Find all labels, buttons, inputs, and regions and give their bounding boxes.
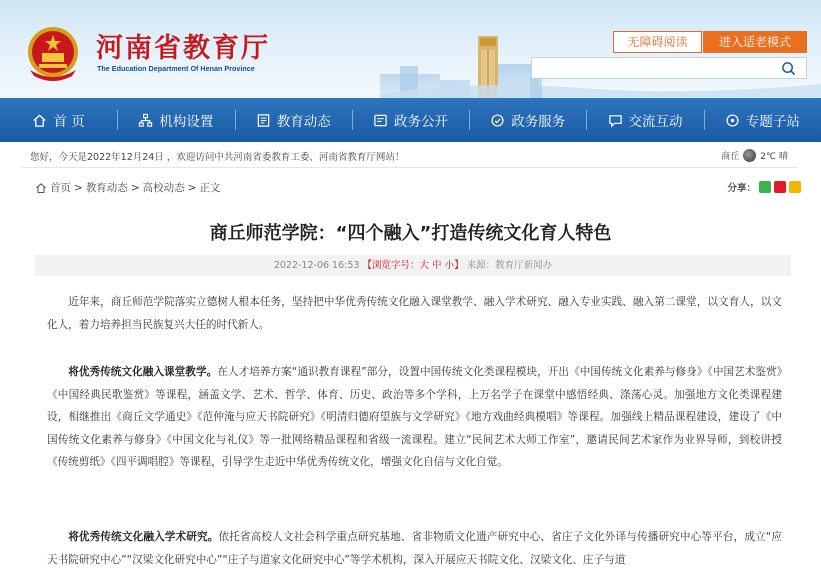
breadcrumb-current: 正文 <box>199 182 221 194</box>
national-emblem-logo <box>22 24 84 82</box>
nav-item-home[interactable] <box>0 98 117 142</box>
service-icon <box>490 113 505 128</box>
font-size-small-link[interactable]: 小 <box>444 260 455 271</box>
weather-widget <box>721 149 788 162</box>
weather-icon <box>743 149 756 162</box>
home-icon <box>35 182 47 194</box>
compass-icon <box>725 113 740 128</box>
breadcrumb-university-news[interactable]: 高校动态 <box>142 182 185 194</box>
site-subtitle: The Education Department Of Henan Province <box>97 64 255 73</box>
site-title: 河南省教育厅 <box>96 33 270 64</box>
weather-value: 2℃ 晴 <box>760 152 788 162</box>
nav-label: 政务公开 <box>393 114 448 130</box>
document-icon <box>373 113 388 128</box>
org-chart-icon <box>138 113 153 128</box>
nav-item-special-topics[interactable] <box>704 98 821 142</box>
paragraph-text: 依托省高校人文社会科学重点研究基地、省非物质文化遗产研究中心、省庄子文化外译与传播研究中心等平台，成立“应天书院研究中心”“汉梁文化研究中心”“庄子与道家文化研究中心”等学术机构，深入开展应天书院文化、汉梁文化、庄子与道 <box>47 531 783 566</box>
font-size-suffix: 】 <box>454 260 464 271</box>
weather-city: 商丘 <box>721 152 740 162</box>
news-icon <box>256 113 271 128</box>
paragraph-text: 在人才培养方案“通识教育课程”部分，设置中国传统文化类课程模块，开出《中国传统文化素养与修身》《中国艺术鉴赏》《中国经典民歌鉴赏》等课程，涵盖文学、艺术、哲学、体育、历史、政治等多个学科，上万名学子在课堂中感悟经典、涤荡心灵。加强地方文化类课程建设，相继推出《商丘文学通史》《范仲淹与应天书院研究》《明清归德府望族与文学研究》《地方戏曲经典模唱》等课程。加强线上精品课程建设，建设了《中国传统文化素养与修身》《中国文化与礼仪》等一批网络精品课程和省级一流课程。建立“民间艺术大师工作室”，邀请民间艺术家作为业界导师，到校讲授《传统剪纸》《四平调唱腔》等课程，引导学生走近中华优秀传统文化，增强文化自信与文化自觉。 <box>47 366 783 468</box>
share-bar <box>727 180 801 194</box>
paragraph-lead: 将优秀传统文化融入学术研究。 <box>68 531 219 543</box>
welcome-text: 您好，今天是2022年12月24日 ，欢迎访问中共河南省委教育工委、河南省教育厅网站！ <box>30 152 405 163</box>
search-input[interactable] <box>531 57 807 79</box>
nav-label: 政务服务 <box>511 114 566 130</box>
font-size-medium-link[interactable]: 中 <box>432 260 442 271</box>
home-icon <box>32 113 47 128</box>
font-size-large-link[interactable]: 大 <box>419 260 429 271</box>
site-header <box>0 0 821 98</box>
article-paragraph <box>47 526 782 571</box>
article-date: 2022-12-06 16:53 <box>273 260 360 271</box>
article-title: 商丘师范学院：“四个融入”打造传统文化育人特色 <box>209 223 612 244</box>
weibo-share-icon[interactable] <box>774 181 786 193</box>
accessibility-reading-button[interactable]: 无障碍阅读 <box>613 31 702 53</box>
breadcrumb-education-news[interactable]: 教育动态 <box>85 182 128 194</box>
article-source: 来源：教育厅新闻办 <box>466 260 553 271</box>
paragraph-text: 近年来，商丘师范学院落实立德树人根本任务，坚持把中华优秀传统文化融入课堂教学、融入学术研究、融入专业实践、融入第二课堂，以文育人，以文化人，着力培养担当民族复兴大任的时代新人。 <box>47 296 782 331</box>
nav-item-interaction[interactable] <box>586 98 703 142</box>
nav-label: 交流互动 <box>628 114 683 130</box>
nav-label: 教育动态 <box>276 114 331 130</box>
main-nav <box>0 98 821 142</box>
qzone-share-icon[interactable] <box>789 181 801 193</box>
font-size-prefix: 【浏览字号： <box>362 260 420 271</box>
share-label: 分享： <box>727 183 756 194</box>
article-paragraph <box>47 291 782 336</box>
breadcrumb <box>35 180 220 195</box>
breadcrumb-home[interactable]: 首页 <box>50 182 71 194</box>
article-meta <box>35 255 791 276</box>
breadcrumb-separator: > <box>74 181 83 194</box>
nav-label: 机构设置 <box>159 114 214 130</box>
nav-label: 首 页 <box>53 114 85 130</box>
breadcrumb-separator: > <box>130 181 140 194</box>
nav-item-government-services[interactable] <box>469 98 586 142</box>
welcome-bar <box>22 142 798 168</box>
nav-label: 专题子站 <box>745 114 800 130</box>
nav-item-education-news[interactable] <box>235 98 352 142</box>
breadcrumb-separator: > <box>187 181 197 194</box>
elder-mode-button[interactable]: 进入适老模式 <box>703 31 807 53</box>
paragraph-lead: 将优秀传统文化融入课堂教学。 <box>68 366 218 378</box>
search-icon[interactable] <box>781 61 796 76</box>
nav-item-organization[interactable] <box>117 98 234 142</box>
wechat-share-icon[interactable] <box>759 181 771 193</box>
nav-item-government-affairs[interactable] <box>352 98 469 142</box>
chat-icon <box>608 113 623 128</box>
article-paragraph <box>47 361 782 474</box>
